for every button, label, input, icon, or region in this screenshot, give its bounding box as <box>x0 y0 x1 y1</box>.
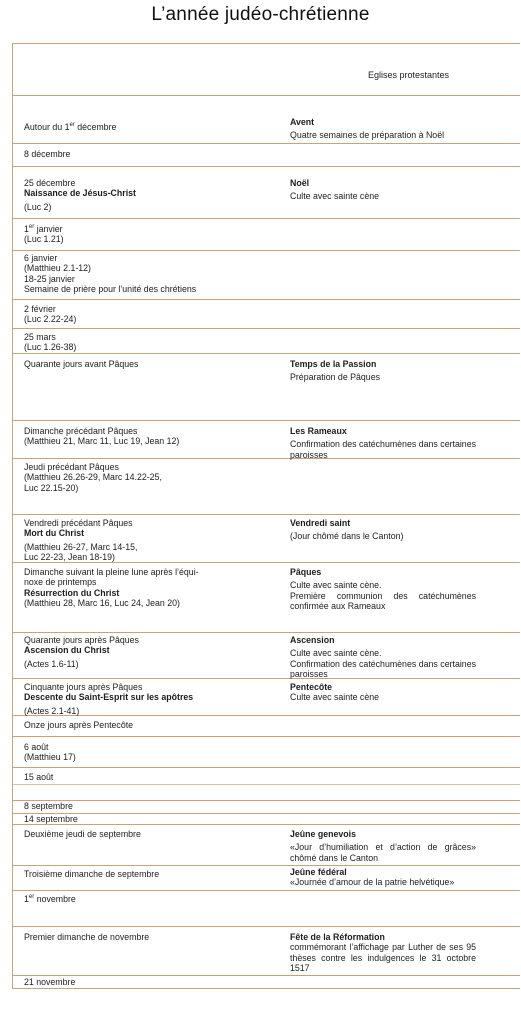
row-protestant: Noël Culte avec sainte cène <box>290 178 379 202</box>
table-rule <box>13 767 520 768</box>
row-date: Dimanche précédant Pâques (Matthieu 21, Marc 11, Luc 19, Jean 12) <box>24 426 180 447</box>
row-date: 2 février (Luc 2.22-24) <box>24 304 77 325</box>
row-date: 1er janvier (Luc 1.21) <box>24 224 64 245</box>
row-date: 8 septembre <box>24 801 73 811</box>
row-date: Deuxième jeudi de septembre <box>24 829 141 839</box>
table-rule <box>13 250 520 251</box>
row-protestant: Vendredi saint (Jour chômé dans le Canton) <box>290 518 404 542</box>
row-date: Vendredi précédant Pâques Mort du Christ (Matthieu 26-27, Marc 14-15, Luc 22-23, Jean 18-19) <box>24 518 138 563</box>
table-rule <box>13 166 520 167</box>
table-rule <box>13 95 520 96</box>
row-date: Cinquante jours après Pâques Descente du Saint-Esprit sur les apôtres (Actes 2.1-41) <box>24 682 194 716</box>
row-date: Quarante jours après Pâques Ascension du Christ (Actes 1.6-11) <box>24 635 139 669</box>
table-rule <box>13 218 520 219</box>
row-date: 8 décembre <box>24 149 71 159</box>
row-protestant: Fête de la Réformation commémorant l’affichage par Luther de ses 95 thèses contre les indulgences le 31 octobre 1517 <box>290 932 476 974</box>
table-rule <box>13 420 520 421</box>
row-date: 25 mars (Luc 1.26-38) <box>24 332 77 353</box>
table-rule <box>13 736 520 737</box>
row-date: 1er novembre <box>24 894 76 904</box>
column-header-protestant: Eglises protestantes <box>368 70 450 80</box>
row-date: Quarante jours avant Pâques <box>24 359 139 369</box>
table-rule <box>13 988 520 989</box>
row-protestant: Les Rameaux Confirmation des catéchumènes dans certaines paroisses <box>290 426 476 460</box>
row-date: 21 novembre <box>24 977 76 987</box>
table-rule <box>13 328 520 329</box>
table-rule <box>13 299 520 300</box>
table-rule <box>13 865 520 866</box>
table-rule <box>13 632 520 633</box>
row-protestant: Jeûne fédéral «Journée d’amour de la patrie helvétique» <box>290 867 455 888</box>
row-protestant: Avent Quatre semaines de préparation à Noël <box>290 117 445 141</box>
table-rule <box>13 43 520 44</box>
row-protestant: Ascension Culte avec sainte cène. Confirmation des catéchumènes dans certaines paroisses <box>290 635 476 680</box>
row-protestant: Jeûne genevois «Jour d’humiliation et d’action de grâces» chômé dans le Canton <box>290 829 476 863</box>
row-date: 6 août (Matthieu 17) <box>24 742 76 763</box>
table-rule <box>13 353 520 354</box>
row-date: 25 décembre Naissance de Jésus-Christ (Luc 2) <box>24 178 136 212</box>
table-rule <box>13 514 520 515</box>
row-protestant: Pâques Culte avec sainte cène. Première communion des catéchumènes confirmée aux Rameaux <box>290 567 476 612</box>
table-rule <box>13 143 520 144</box>
row-date: Premier dimanche de novembre <box>24 932 150 942</box>
table-rule <box>13 784 520 785</box>
row-date: 15 août <box>24 772 54 782</box>
row-date: Jeudi précédant Pâques (Matthieu 26.26-29, Marc 14.22-25, Luc 22.15-20) <box>24 462 162 493</box>
row-date: Autour du 1er décembre <box>24 122 117 132</box>
row-date: Onze jours après Pentecôte <box>24 720 134 730</box>
row-date: 6 janvier (Matthieu 2.1-12) 18-25 janvier Semaine de prière pour l’unité des chrétiens <box>24 253 197 295</box>
table-rule <box>13 975 520 976</box>
row-date: Troisième dimanche de septembre <box>24 869 160 879</box>
page-title: L’année judéo-chrétienne <box>151 4 370 25</box>
calendar-table <box>12 43 520 989</box>
table-rule <box>13 890 520 891</box>
row-protestant: Pentecôte Culte avec sainte cène <box>290 682 379 703</box>
row-protestant: Temps de la Passion Préparation de Pâques <box>290 359 380 383</box>
row-date: Dimanche suivant la pleine lune après l’équi- noxe de printemps Résurrection du Christ (Matthieu 28, Marc 16, Luc 24, Jean 20) <box>24 567 199 609</box>
table-rule <box>13 926 520 927</box>
row-date: 14 septembre <box>24 814 78 824</box>
